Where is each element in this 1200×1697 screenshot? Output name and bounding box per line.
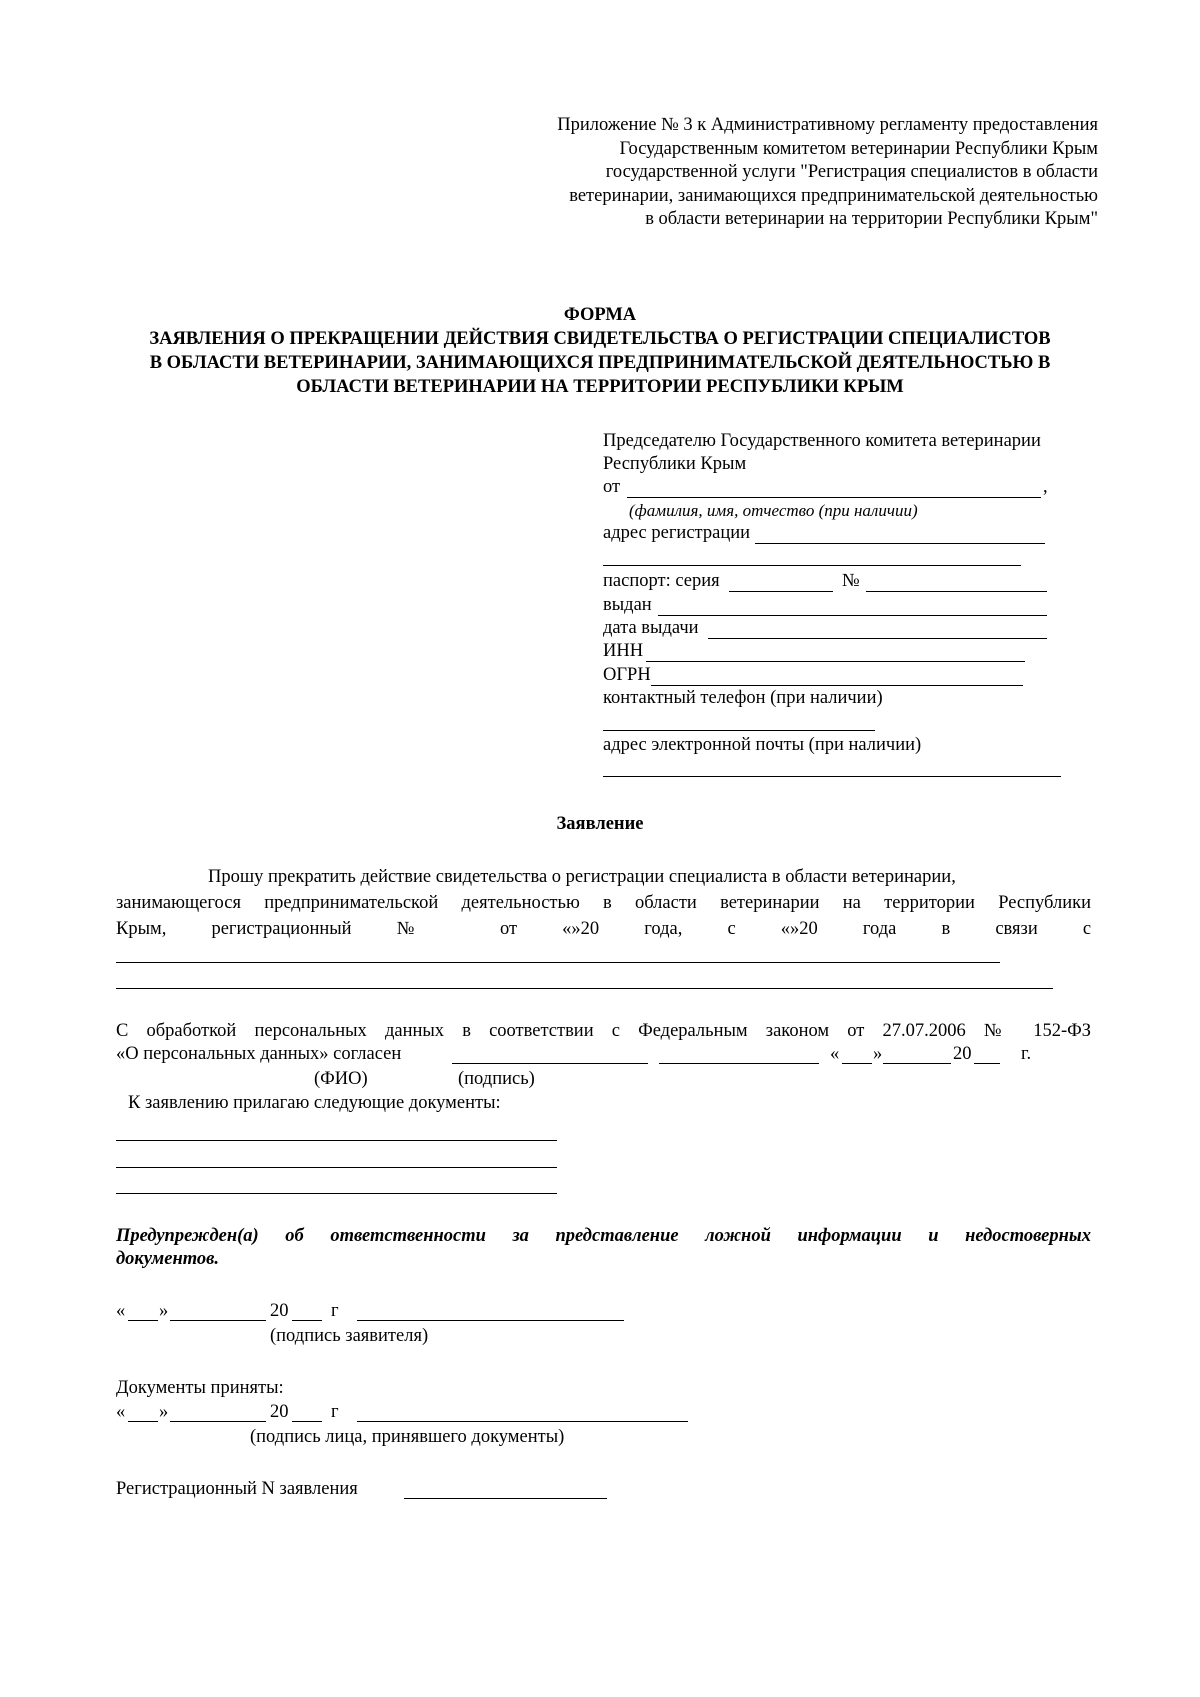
- statement-heading: Заявление: [556, 814, 644, 834]
- address-field[interactable]: [755, 543, 1045, 544]
- accepted-day-field[interactable]: [128, 1421, 158, 1422]
- name-hint: (фамилия, имя, отчество (при наличии): [629, 501, 918, 520]
- accepted-signature-hint: (подпись лица, принявшего документы): [250, 1427, 565, 1447]
- ogrn-field[interactable]: [651, 685, 1023, 686]
- accepted-signature-field[interactable]: [357, 1421, 688, 1422]
- form-title: [0, 303, 1200, 399]
- appendix-line: ветеринарии, занимающихся предпринимательской деятельностью: [569, 185, 1098, 206]
- phone-field[interactable]: [603, 730, 875, 731]
- applicant-day-field[interactable]: [128, 1320, 158, 1321]
- appendix-line: в области ветеринарии на территории Республики Крым": [645, 209, 1098, 229]
- inn-field[interactable]: [646, 661, 1025, 662]
- signature-hint: (подпись): [458, 1069, 535, 1089]
- statement-word: Крым,: [116, 919, 167, 939]
- statement-word: связи: [995, 919, 1038, 939]
- consent-month-field[interactable]: [883, 1063, 951, 1064]
- issue-date-label: дата выдачи: [603, 618, 699, 638]
- statement-line: занимающегося предпринимательской деятельностью в области ветеринарии на территории Республики: [116, 893, 1091, 913]
- issue-date-field[interactable]: [708, 638, 1047, 639]
- applicant-year-field[interactable]: [292, 1320, 322, 1321]
- registration-number-label: Регистрационный N заявления: [116, 1479, 358, 1499]
- email-label: адрес электронной почты (при наличии): [603, 735, 922, 755]
- attachment-field[interactable]: [116, 1167, 557, 1168]
- appendix-line: государственной услуги "Регистрация специалистов в области: [605, 162, 1098, 182]
- open-quote: «: [116, 1402, 126, 1422]
- from-label: от: [603, 477, 621, 497]
- reason-field[interactable]: [116, 962, 1000, 963]
- email-field[interactable]: [603, 776, 1061, 777]
- title-line: ЗАЯВЛЕНИЯ О ПРЕКРАЩЕНИИ ДЕЙСТВИЯ СВИДЕТЕЛЬСТВА О РЕГИСТРАЦИИ СПЕЦИАЛИСТОВ: [149, 329, 1051, 349]
- year-prefix: 20: [953, 1044, 972, 1064]
- open-quote: «: [116, 1301, 126, 1321]
- close-quote: »: [790, 919, 800, 939]
- passport-number-field[interactable]: [866, 591, 1047, 592]
- consent-day-field[interactable]: [842, 1063, 872, 1064]
- registration-number-input[interactable]: [404, 1498, 607, 1499]
- reason-field-continued[interactable]: [116, 988, 1053, 989]
- attachment-field[interactable]: [116, 1193, 557, 1194]
- statement-line-fields: [116, 917, 1091, 941]
- address-label: адрес регистрации: [603, 523, 751, 543]
- statement-word: №: [396, 919, 455, 939]
- open-quote: «: [830, 1044, 840, 1064]
- year-prefix: 20: [270, 1301, 289, 1321]
- statement-word: с: [1082, 919, 1092, 939]
- from-comma: ,: [1043, 477, 1048, 497]
- statement-word: года: [862, 919, 897, 939]
- consent-signature-field[interactable]: [659, 1063, 819, 1064]
- attachment-field[interactable]: [116, 1140, 557, 1141]
- form-heading: ФОРМА: [563, 305, 637, 325]
- year-suffix: г: [331, 1301, 339, 1321]
- warning-line: документов.: [116, 1249, 219, 1269]
- year-suffix: г.: [1021, 1044, 1032, 1064]
- close-quote: »: [873, 1044, 883, 1064]
- statement-word: года,: [644, 919, 683, 939]
- open-quote: с «: [727, 919, 791, 939]
- consent-line: С обработкой персональных данных в соответствии с Федеральным законом от 27.07.2006 № 152-ФЗ: [116, 1021, 1091, 1041]
- consent-year-field[interactable]: [974, 1063, 1000, 1064]
- appendix-line: Приложение № 3 к Административному регламенту предоставления: [557, 115, 1098, 135]
- passport-series-field[interactable]: [729, 591, 833, 592]
- close-quote: »: [159, 1402, 169, 1422]
- address-field-continued[interactable]: [603, 565, 1021, 566]
- accepted-month-field[interactable]: [170, 1421, 266, 1422]
- applicant-name-field[interactable]: [627, 497, 1041, 498]
- date-since-group: [727, 919, 817, 939]
- issued-by-field[interactable]: [658, 615, 1047, 616]
- statement-word: в: [941, 919, 951, 939]
- consent-prefix: «О персональных данных» согласен: [116, 1044, 402, 1064]
- year-suffix: г: [331, 1402, 339, 1422]
- title-line: ОБЛАСТИ ВЕТЕРИНАРИИ НА ТЕРРИТОРИИ РЕСПУБЛИКИ КРЫМ: [296, 377, 904, 397]
- attachments-label: К заявлению прилагаю следующие документы:: [128, 1093, 501, 1113]
- addressee-line: Председателю Государственного комитета ветеринарии: [603, 431, 1041, 451]
- phone-label: контактный телефон (при наличии): [603, 688, 883, 708]
- title-line: В ОБЛАСТИ ВЕТЕРИНАРИИ, ЗАНИМАЮЩИХСЯ ПРЕДПРИНИМАТЕЛЬСКОЙ ДЕЯТЕЛЬНОСТЬЮ В: [149, 353, 1051, 373]
- year-prefix: 20: [270, 1402, 289, 1422]
- ogrn-label: ОГРН: [603, 665, 651, 685]
- accepted-label: Документы приняты:: [116, 1378, 284, 1398]
- appendix-note: [557, 114, 1098, 232]
- warning-line: Предупрежден(а) об ответственности за представление ложной информации и недостоверных: [116, 1226, 1091, 1246]
- passport-series-label: паспорт: серия: [603, 571, 720, 591]
- accepted-year-field[interactable]: [292, 1421, 322, 1422]
- passport-number-label: №: [842, 571, 860, 591]
- close-quote: »: [571, 919, 581, 939]
- year-prefix: 20: [580, 919, 600, 939]
- addressee-line: Республики Крым: [603, 454, 747, 474]
- fio-hint: (ФИО): [314, 1069, 368, 1089]
- open-quote: от «: [499, 919, 572, 939]
- inn-label: ИНН: [603, 641, 644, 661]
- statement-line: Прошу прекратить действие свидетельства о регистрации специалиста в области ветеринарии,: [208, 867, 956, 887]
- appendix-line: Государственным комитетом ветеринарии Республики Крым: [619, 138, 1098, 159]
- applicant-signature-field[interactable]: [357, 1320, 624, 1321]
- close-quote: »: [159, 1301, 169, 1321]
- year-prefix: 20: [799, 919, 818, 939]
- applicant-month-field[interactable]: [170, 1320, 266, 1321]
- consent-fio-field[interactable]: [452, 1063, 648, 1064]
- applicant-signature-hint: (подпись заявителя): [270, 1326, 429, 1346]
- date-from-group: [500, 919, 599, 939]
- issued-label: выдан: [603, 595, 652, 615]
- statement-word: регистрационный: [211, 919, 352, 939]
